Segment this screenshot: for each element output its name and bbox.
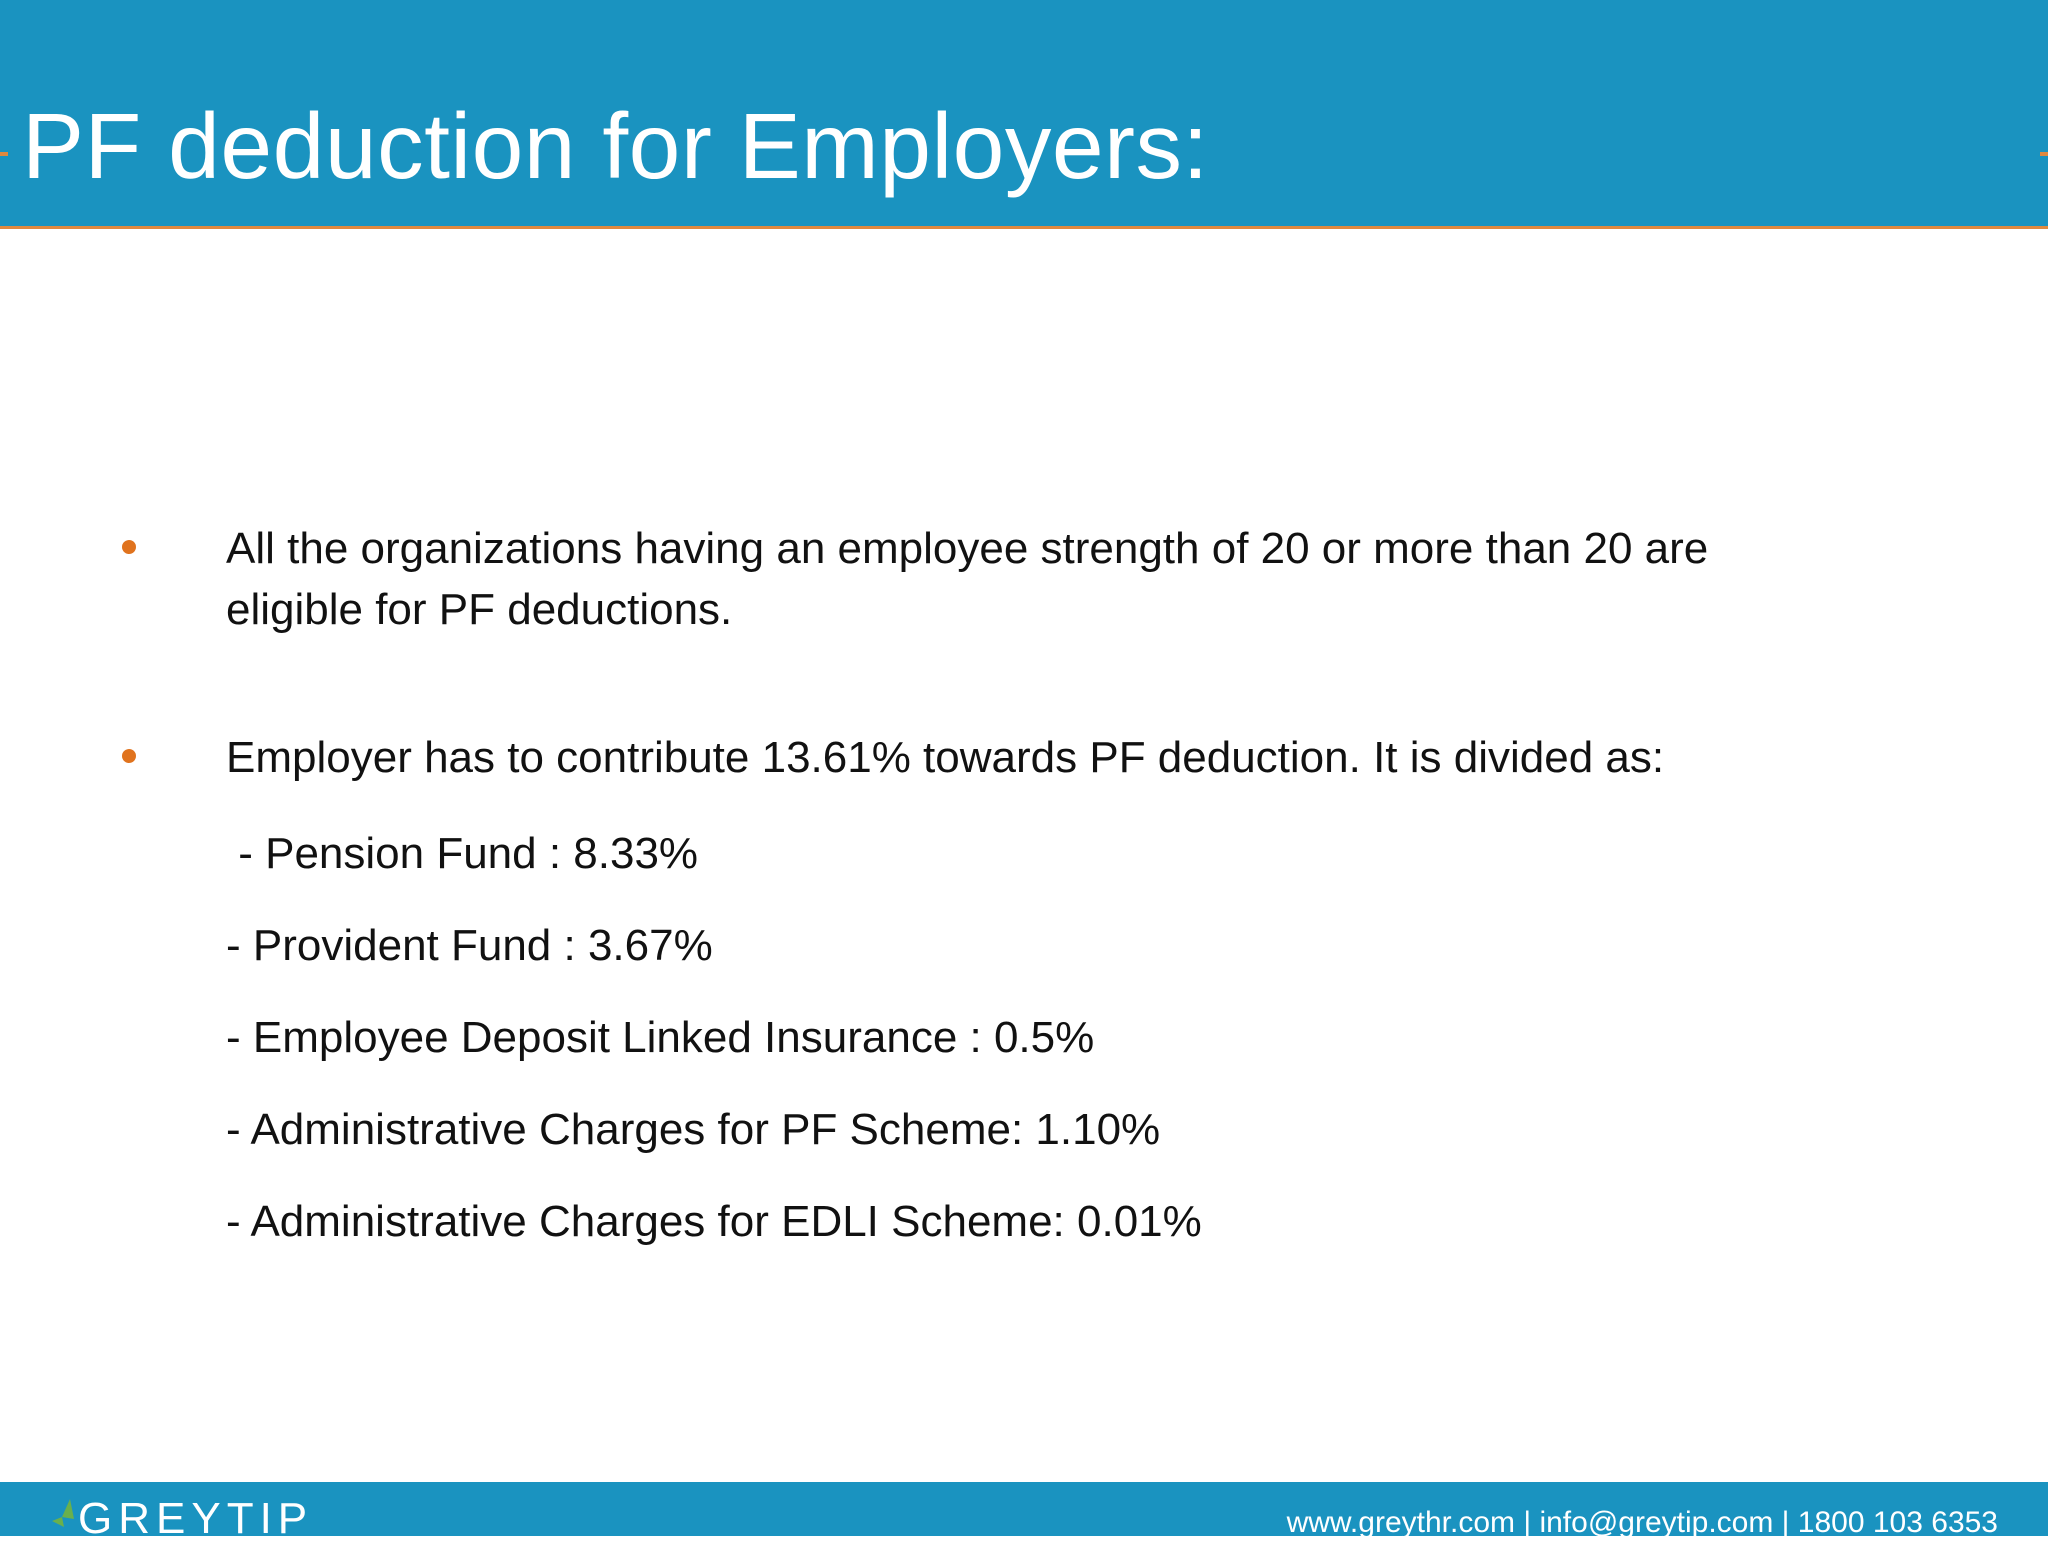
bullet-dot-icon — [122, 749, 136, 763]
breakdown-admin-edli: - Administrative Charges for EDLI Scheme: 0.01% — [226, 1197, 1202, 1246]
bullet-1-line-2: eligible for PF deductions. — [226, 585, 733, 634]
footer-contact: www.greythr.com | info@greytip.com | 1800 103 6353 — [1286, 1506, 1998, 1539]
bullet-dot-icon — [122, 540, 136, 554]
slide-title: PF deduction for Employers: — [22, 94, 1209, 198]
leaf-logo-icon — [48, 1497, 78, 1537]
logo-wordmark: GREYTIP — [78, 1494, 314, 1543]
bullet-2-line-1: Employer has to contribute 13.61% towards PF deduction. It is divided as: — [226, 733, 1665, 782]
breakdown-edli: - Employee Deposit Linked Insurance : 0.5% — [226, 1013, 1095, 1062]
breakdown-pension-fund: - Pension Fund : 8.33% — [226, 829, 699, 878]
greytip-logo — [48, 1494, 314, 1545]
breakdown-provident-fund: - Provident Fund : 3.67% — [226, 921, 713, 970]
breakdown-admin-pf: - Administrative Charges for PF Scheme: 1.10% — [226, 1105, 1161, 1154]
bullet-1-line-1: All the organizations having an employee strength of 20 or more than 20 are — [226, 524, 1709, 573]
